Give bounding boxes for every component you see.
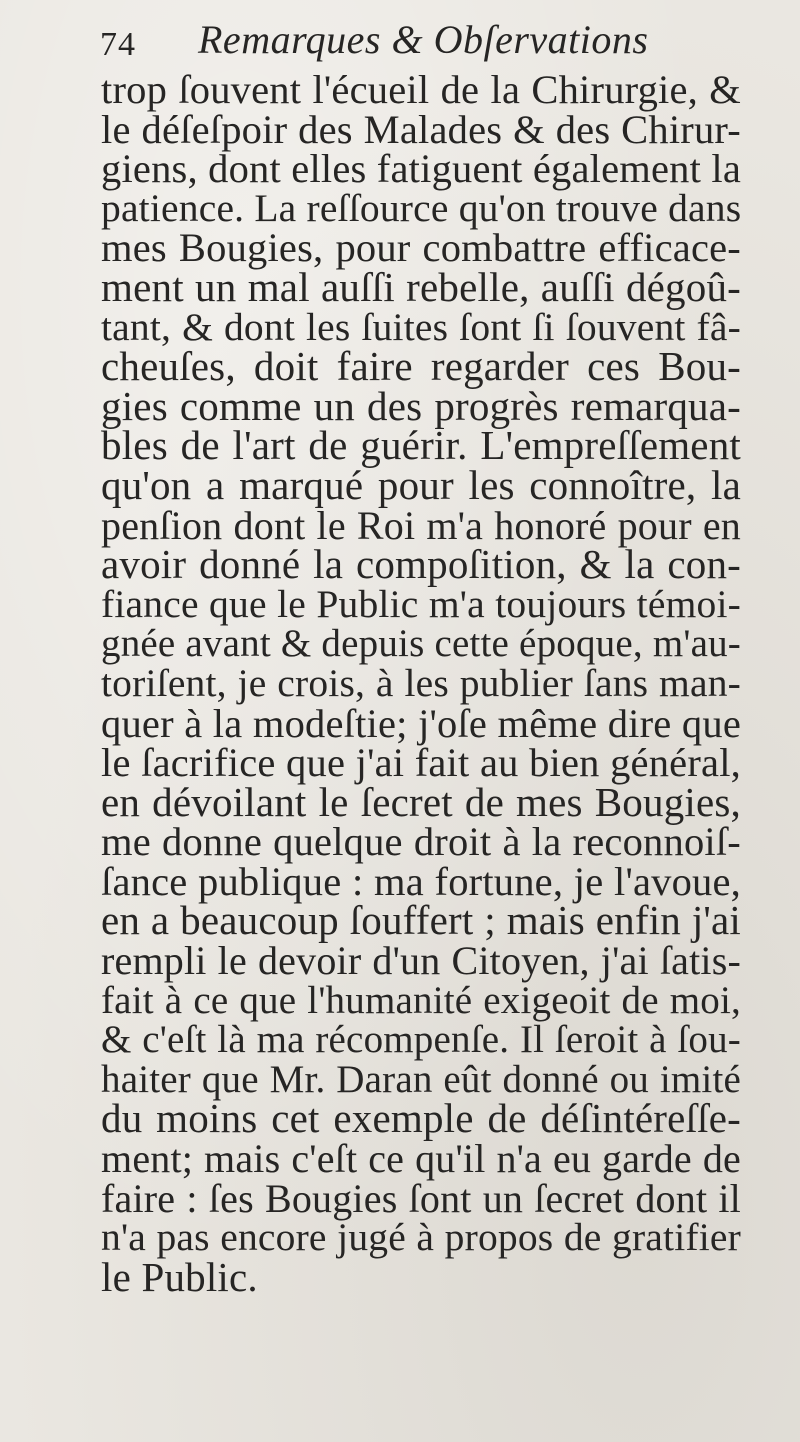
- text-line: ment; mais c'eſt ce qu'il n'a eu garde de: [101, 1136, 741, 1182]
- running-title: Remarques & Obſervations: [198, 17, 649, 62]
- text-line: tant, & dont les ſuites ſont ſi ſouvent fâ-: [101, 304, 741, 349]
- text-line: fait à ce que l'humanité exigeoit de moi,: [101, 978, 741, 1022]
- text-line: avoir donné la compoſition, & la con-: [101, 541, 741, 588]
- text-line: n'a pas encore jugé à propos de gratifier: [101, 1215, 741, 1260]
- text-line: haiter que Mr. Daran eût donné ou imité: [101, 1057, 741, 1101]
- text-line: penſion dont le Roi m'a honoré pour en: [101, 502, 741, 548]
- text-line: & c'eſt là ma récompenſe. Il ſeroit à ſou-: [101, 1018, 741, 1062]
- text-line: qu'on a marqué pour les connoître, la: [101, 461, 741, 508]
- text-line: giens, dont elles fatiguent également la: [101, 146, 742, 192]
- text-line: mes Bougies, pour combattre efficace-: [101, 225, 741, 271]
- text-line: quer à la modeſtie; j'oſe même dire que: [101, 700, 741, 746]
- text-line: ſance publique : ma fortune, je l'avoue,: [101, 858, 741, 904]
- text-line: ment un mal auſſi rebelle, auſſi dégoû-: [101, 263, 741, 310]
- text-line: patience. La reſſource qu'on trouve dans: [101, 185, 742, 230]
- text-line: trop ſouvent l'écueil de la Chirurgie, &: [101, 67, 741, 112]
- text-line: rempli le devoir d'un Citoyen, j'ai ſatis-: [101, 938, 741, 984]
- page-number: 74: [100, 26, 136, 63]
- text-line: du moins cet exemple de déſintéreſſe-: [101, 1095, 741, 1142]
- text-line: le ſacrifice que j'ai fait au bien général,: [101, 740, 741, 786]
- text-line: cheuſes, doit faire regarder ces Bou-: [101, 343, 741, 390]
- body-text: [101, 67, 742, 1300]
- text-line: bles de l'art de guérir. L'empreſſement: [101, 422, 741, 469]
- text-line: gnée avant & depuis cette époque, m'au-: [101, 622, 741, 666]
- text-line: le déſeſpoir des Malades & des Chirur-: [101, 106, 741, 152]
- text-line: en a beaucoup ſouffert ; mais enfin j'ai: [101, 897, 741, 944]
- text-line: me donne quelque droit à la reconnoiſ-: [101, 819, 741, 865]
- page-header: [100, 4, 700, 64]
- text-line: gies comme un des progrès remarqua-: [101, 382, 741, 429]
- text-line: fiance que le Public m'a toujours témoi-: [101, 581, 741, 626]
- text-line-last: le Public.: [101, 1253, 258, 1300]
- text-line: toriſent, je crois, à les publier ſans man-: [101, 660, 741, 705]
- text-line: en dévoilant le ſecret de mes Bougies,: [101, 778, 741, 825]
- text-line: faire : ſes Bougies ſont un ſecret dont il: [101, 1175, 741, 1221]
